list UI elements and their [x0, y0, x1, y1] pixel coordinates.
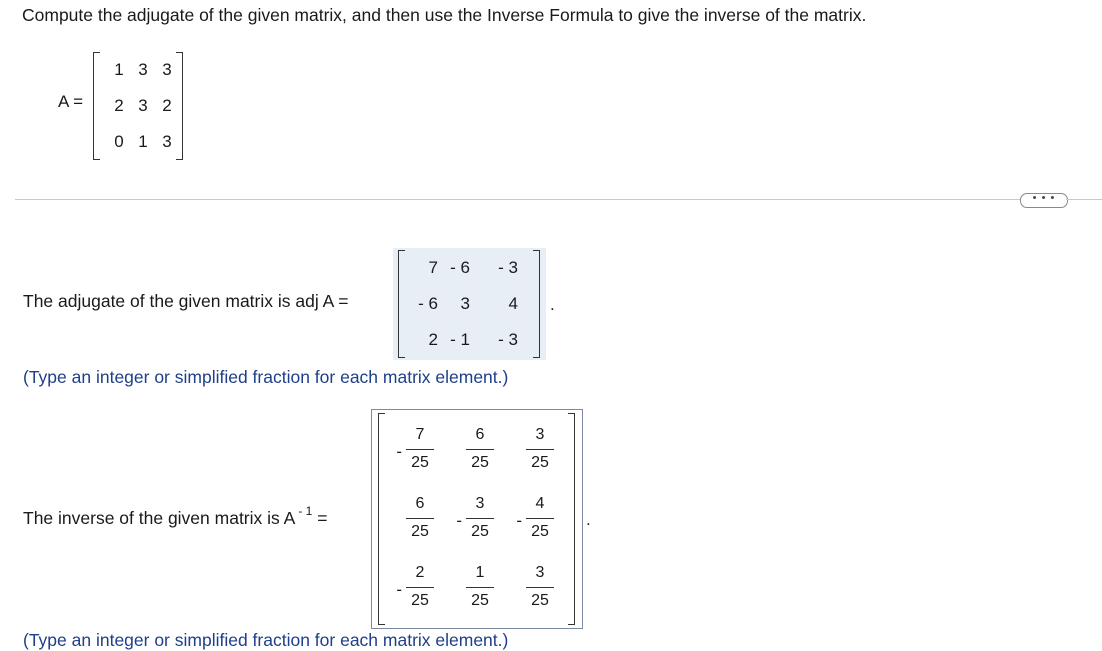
adjugate-label: The adjugate of the given matrix is adj A = [23, 291, 349, 311]
negative-sign: - [516, 511, 522, 530]
numerator: 6 [475, 426, 485, 443]
numerator: 1 [475, 564, 485, 581]
matrix-a-cell: 3 [138, 60, 148, 79]
adjugate-answer-box[interactable] [393, 248, 546, 360]
fraction-bar [466, 449, 494, 450]
question-text: Compute the adjugate of the given matrix, and then use the Inverse Formula to give the inverse of the matrix. [22, 5, 867, 25]
adjugate-cell: 7 [428, 258, 438, 277]
left-bracket [93, 52, 100, 160]
adjugate-matrix [398, 250, 540, 358]
section-divider-right [1066, 199, 1102, 200]
matrix-a-cell: 0 [114, 132, 124, 151]
matrix-a-label: A = [58, 92, 84, 111]
adjugate-cell: 3 [460, 294, 470, 313]
fraction-bar [406, 518, 434, 519]
matrix-a [93, 52, 183, 160]
section-divider [15, 199, 1020, 200]
fraction [404, 561, 436, 612]
matrix-a-cell: 2 [114, 96, 124, 115]
inverse-cell [506, 423, 566, 492]
fraction-bar [526, 587, 554, 588]
adjugate-cell: - 3 [498, 258, 518, 277]
fraction [464, 561, 496, 612]
fraction-bar [466, 518, 494, 519]
inverse-cell [446, 561, 506, 630]
adjugate-cell: - 6 [450, 258, 470, 277]
inverse-matrix [378, 413, 575, 625]
inverse-label-prefix: The inverse of the given matrix is A [23, 508, 296, 528]
fraction [464, 423, 496, 474]
inverse-period: . [586, 510, 591, 529]
inverse-exponent: - 1 [298, 504, 313, 518]
fraction-bar [406, 587, 434, 588]
matrix-a-cell: 2 [162, 96, 172, 115]
fraction [404, 492, 436, 543]
denominator: 25 [531, 592, 549, 609]
inverse-cell [506, 492, 566, 561]
numerator: 4 [535, 495, 545, 512]
numerator: 7 [415, 426, 425, 443]
denominator: 25 [531, 523, 549, 540]
inverse-cell [382, 561, 446, 630]
inverse-cell [382, 423, 446, 492]
left-bracket [398, 250, 405, 358]
inverse-cell [382, 492, 446, 561]
denominator: 25 [411, 523, 429, 540]
fraction [404, 423, 436, 474]
adjugate-cell: 4 [508, 294, 518, 313]
adjugate-cell: 2 [428, 330, 438, 349]
matrix-a-cell: 3 [162, 132, 172, 151]
fraction [524, 423, 556, 474]
fraction [464, 492, 496, 543]
denominator: 25 [531, 454, 549, 471]
negative-sign: - [396, 442, 402, 461]
adjugate-period: . [550, 295, 555, 314]
numerator: 3 [475, 495, 485, 512]
numerator: 3 [535, 564, 545, 581]
matrix-a-grid [107, 56, 179, 164]
right-bracket [568, 413, 575, 625]
adjugate-hint: (Type an integer or simplified fraction for each matrix element.) [23, 367, 509, 387]
matrix-a-cell: 1 [114, 60, 124, 79]
inverse-cell [446, 492, 506, 561]
inverse-cell [506, 561, 566, 630]
fraction-bar [466, 587, 494, 588]
inverse-cell [446, 423, 506, 492]
fraction [524, 561, 556, 612]
inverse-hint: (Type an integer or simplified fraction for each matrix element.) [23, 630, 509, 650]
more-options-button[interactable]: • • • [1020, 193, 1068, 208]
fraction [524, 492, 556, 543]
denominator: 25 [471, 592, 489, 609]
inverse-label [23, 504, 328, 529]
inverse-answer-box[interactable] [371, 409, 583, 629]
negative-sign: - [456, 511, 462, 530]
fraction-bar [526, 518, 554, 519]
fraction-bar [526, 449, 554, 450]
numerator: 3 [535, 426, 545, 443]
adjugate-cell: - 1 [450, 330, 470, 349]
denominator: 25 [471, 454, 489, 471]
adjugate-grid [410, 254, 522, 362]
negative-sign: - [396, 580, 402, 599]
numerator: 2 [415, 564, 425, 581]
inverse-label-equals: = [312, 508, 328, 528]
right-bracket [533, 250, 540, 358]
fraction-bar [406, 449, 434, 450]
matrix-a-cell: 3 [138, 96, 148, 115]
denominator: 25 [411, 454, 429, 471]
matrix-a-cell: 1 [138, 132, 148, 151]
numerator: 6 [415, 495, 425, 512]
denominator: 25 [411, 592, 429, 609]
denominator: 25 [471, 523, 489, 540]
adjugate-cell: - 3 [498, 330, 518, 349]
adjugate-cell: - 6 [418, 294, 438, 313]
inverse-grid [382, 423, 566, 630]
matrix-a-cell: 3 [162, 60, 172, 79]
